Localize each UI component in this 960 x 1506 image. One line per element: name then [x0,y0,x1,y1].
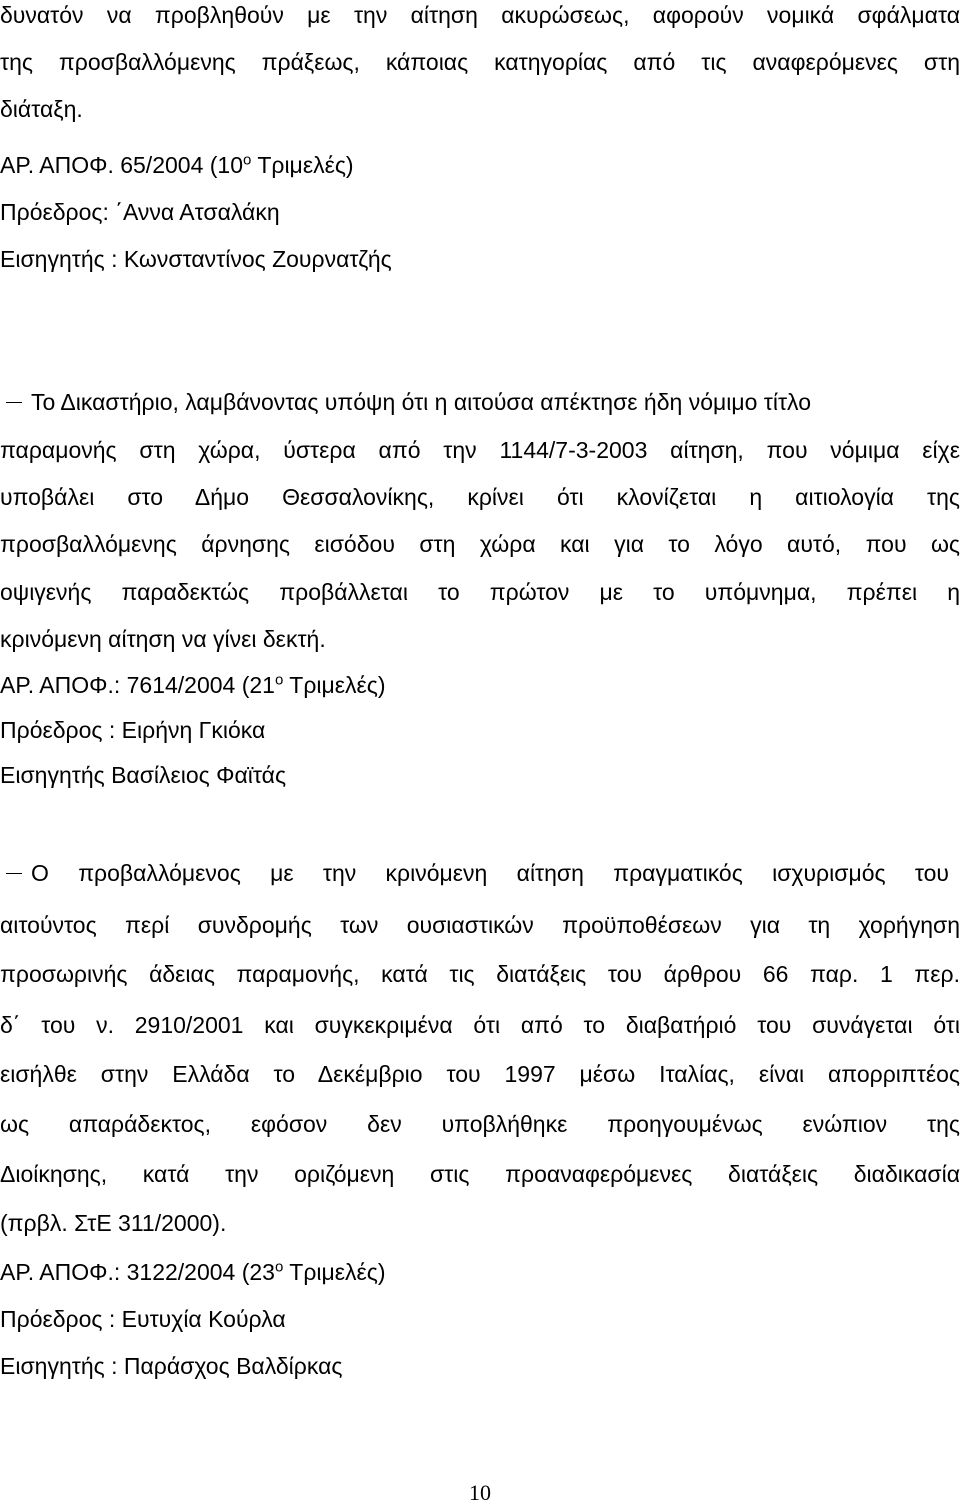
text-line: κρινόμενη αίτηση να γίνει δεκτή. [0,626,326,652]
decision-ref-text: ΑΡ. ΑΠΟΦ.: 3122/2004 (23 [0,1259,275,1285]
text-line: δ΄ του ν. 2910/2001 και συγκεκριμένα ότι από το διαβατήριό του συνάγεται ότι [0,1012,960,1038]
rapporteur-line: Εισηγητής : Κωνσταντίνος Ζουρνατζής [0,246,392,272]
rapporteur-line: Εισηγητής Βασίλειος Φαϊτάς [0,762,287,788]
decision-ref-suffix: Τριμελές) [251,152,354,178]
dash-bullet [6,873,22,874]
text-line: παραμονής στη χώρα, ύστερα από την 1144/7-3-2003 αίτηση, που νόμιμα είχε [0,437,960,463]
president-line: Πρόεδρος : Ευτυχία Κούρλα [0,1306,286,1332]
text-line: διάταξη. [0,96,83,122]
page-number: 10 [469,1480,491,1505]
ordinal-superscript: ο [274,1258,284,1276]
text-line: υποβάλει στο Δήμο Θεσσαλονίκης, κρίνει ότι κλονίζεται η αιτιολογία της [0,484,960,510]
decision-ref-text: ΑΡ. ΑΠΟΦ.: 7614/2004 (21 [0,672,275,698]
decision-ref-text: ΑΡ. ΑΠΟΦ. 65/2004 (10 [0,152,243,178]
text-line: προσωρινής άδειας παραμονής, κατά τις διατάξεις του άρθρου 66 παρ. 1 περ. [0,961,960,987]
text-line: αιτούντος περί συνδρομής των ουσιαστικών προϋποθέσεων για τη χορήγηση [0,912,960,938]
ordinal-superscript: ο [243,151,252,169]
text-line: οψιγενής παραδεκτώς προβάλλεται το πρώτον με το υπόμνημα, πρέπει η [0,579,960,605]
text-line: δυνατόν να προβληθούν με την αίτηση ακυρώσεως, αφορούν νομικά σφάλματα [0,2,960,28]
paragraph-text: Ο προβαλλόμενος με την κρινόμενη αίτηση πραγματικός ισχυρισμός του [31,860,949,886]
decision-reference [0,671,960,699]
text-line [0,388,960,416]
dash-bullet [6,402,22,403]
text-line: προσβαλλόμενης άρνησης εισόδου στη χώρα και για το λόγο αυτό, που ως [0,531,960,557]
president-line: Πρόεδρος: ΄Αννα Ατσαλάκη [0,199,280,225]
text-line: εισήλθε στην Ελλάδα το Δεκέμβριο του 1997 μέσω Ιταλίας, είναι απορριπτέος [0,1061,960,1087]
paragraph-text: Το Δικαστήριο, λαμβάνοντας υπόψη ότι η αιτούσα απέκτησε ήδη νόμιμο τίτλο [31,389,812,415]
text-line [0,859,960,887]
decision-ref-suffix: Τριμελές) [283,1259,386,1285]
decision-reference [0,1258,960,1286]
text-line: Διοίκησης, κατά την οριζόμενη στις προαναφερόμενες διατάξεις διαδικασία [0,1161,960,1187]
text-line: (πρβλ. ΣτΕ 311/2000). [0,1210,227,1236]
text-line: της προσβαλλόμενης πράξεως, κάποιας κατηγορίας από τις αναφερόμενες στη [0,49,960,75]
president-line: Πρόεδρος : Ειρήνη Γκιόκα [0,717,266,743]
text-line: ως απαράδεκτος, εφόσον δεν υποβλήθηκε προηγουμένως ενώπιον της [0,1111,960,1137]
rapporteur-line: Εισηγητής : Παράσχος Βαλδίρκας [0,1353,343,1379]
decision-reference [0,151,960,179]
ordinal-superscript: ο [274,671,284,689]
decision-ref-suffix: Τριμελές) [283,672,386,698]
